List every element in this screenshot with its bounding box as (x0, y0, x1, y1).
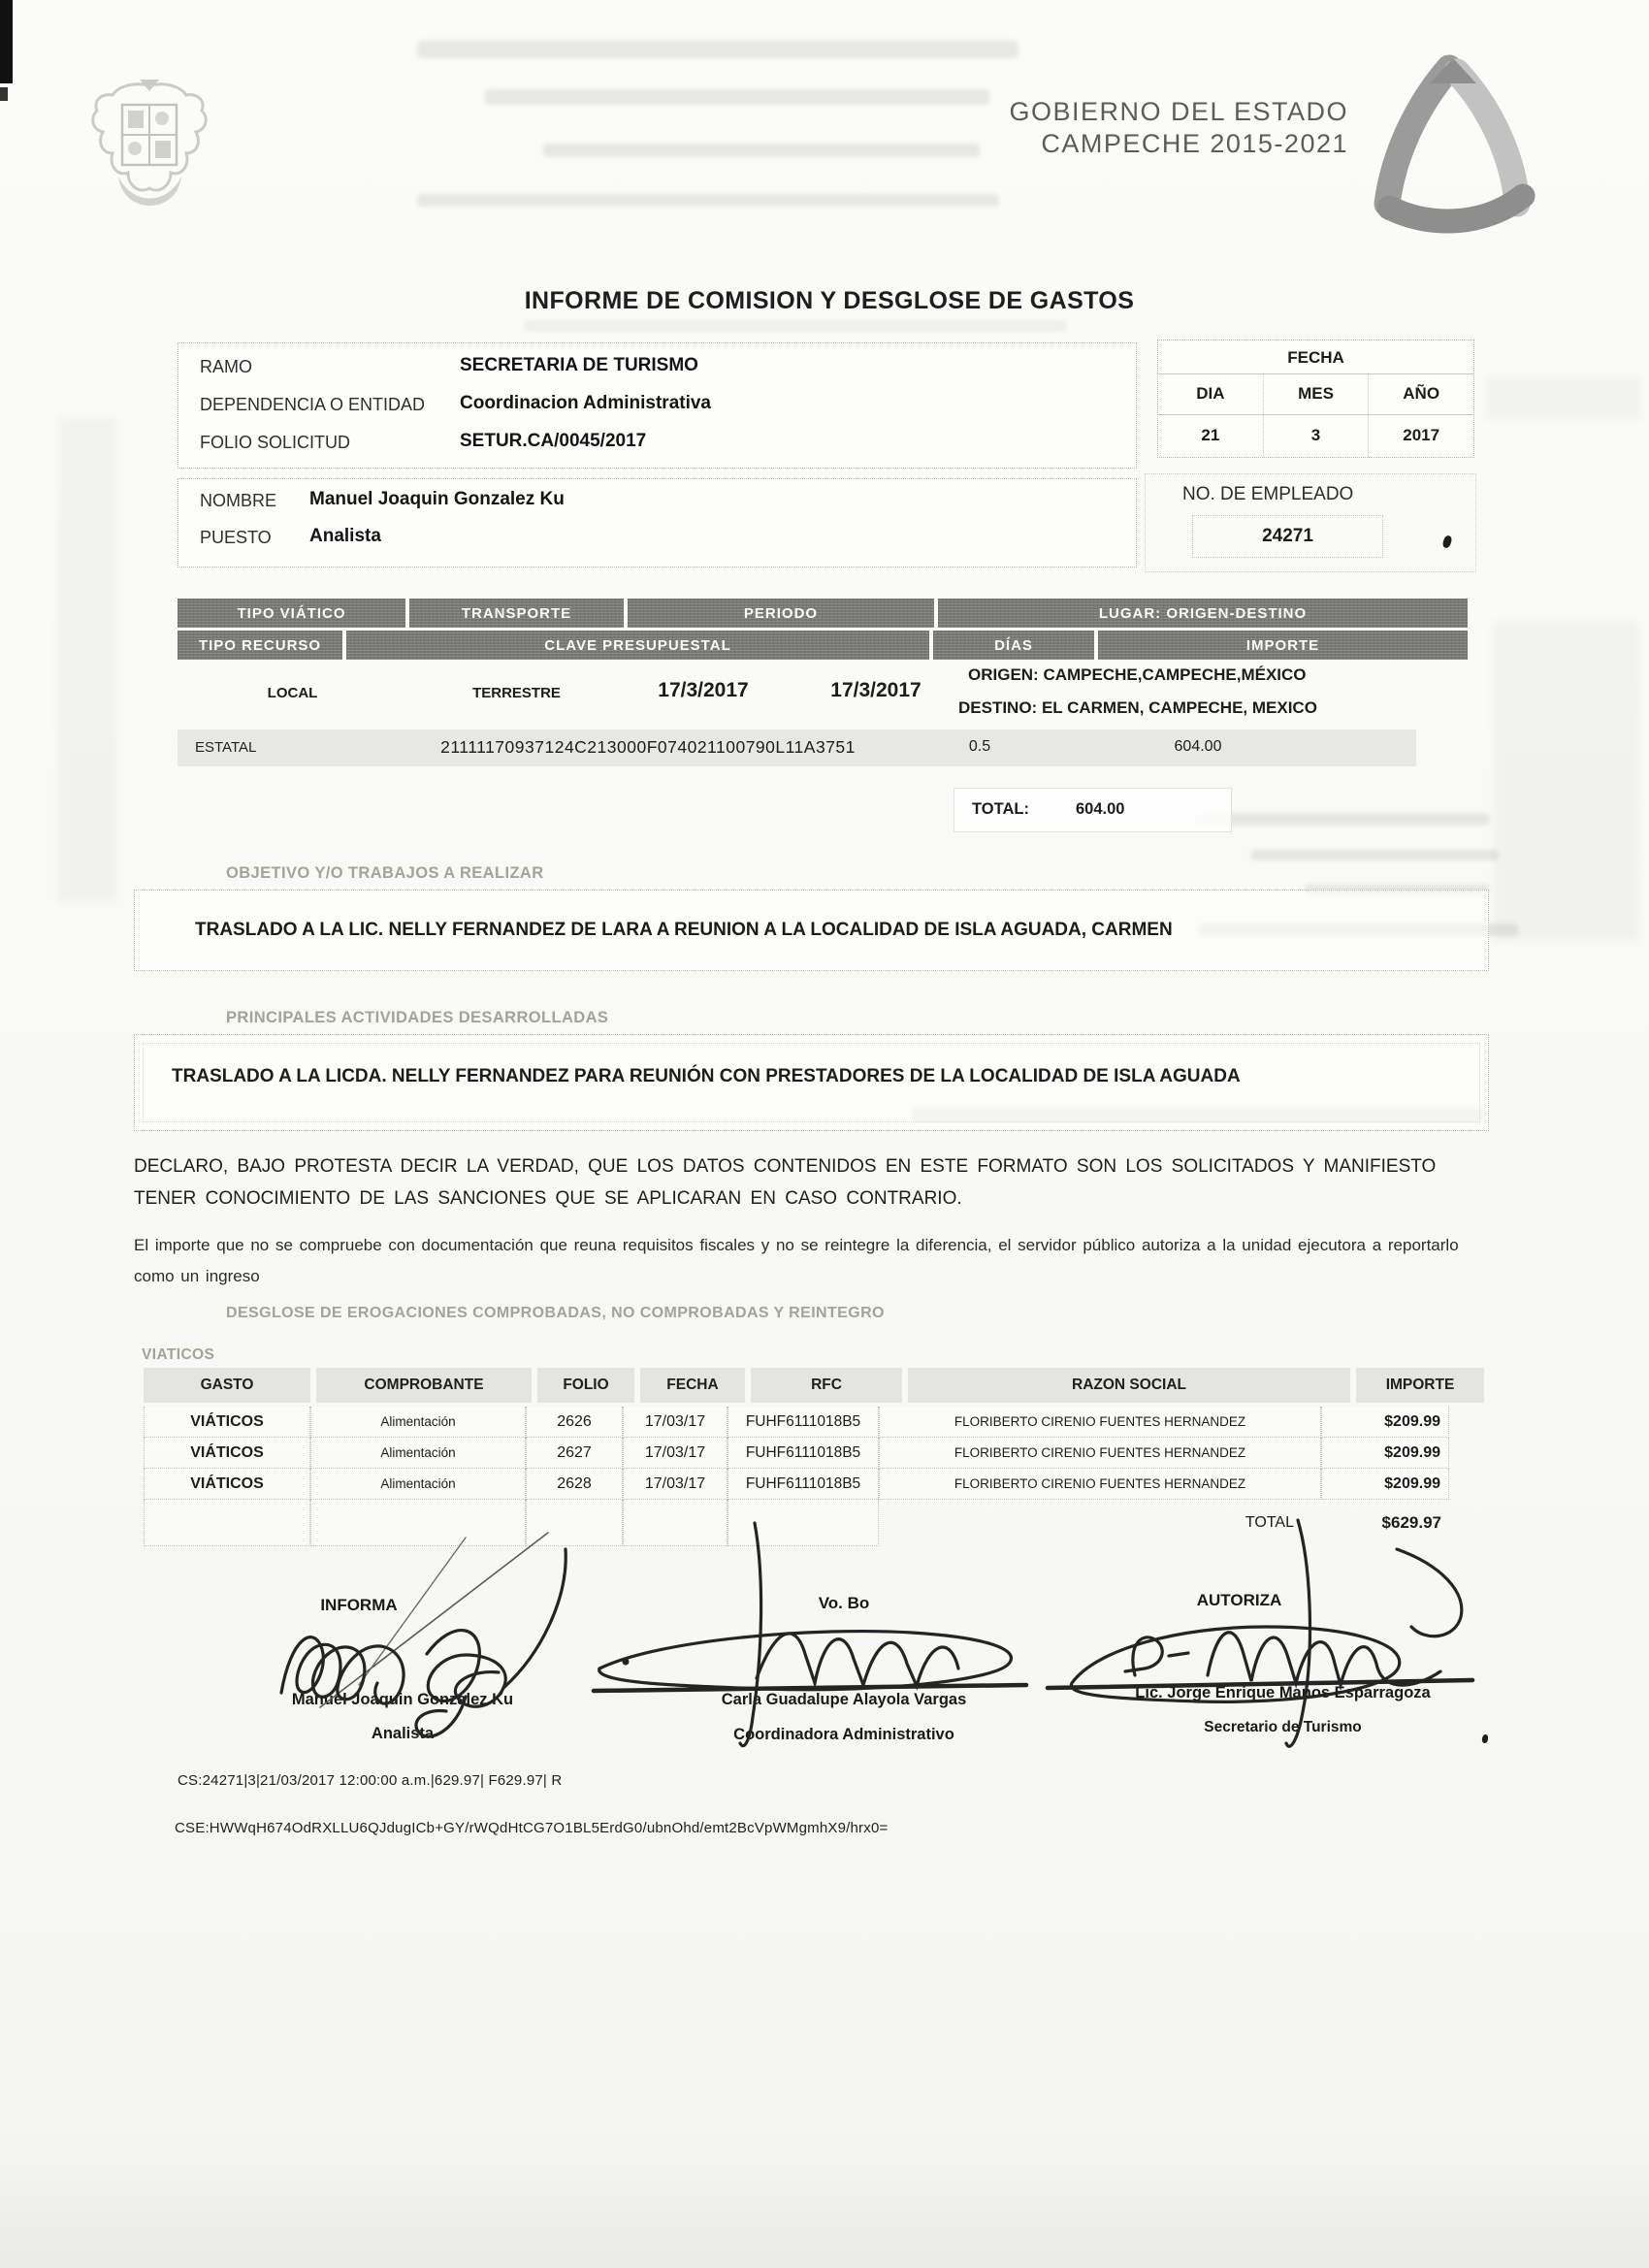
cell-fecha: 17/03/17 (623, 1438, 728, 1469)
mes-value: 3 (1264, 414, 1370, 457)
tipo-viatico-value: LOCAL (267, 685, 318, 701)
cell-rfc: FUHF6111018B5 (728, 1438, 879, 1469)
cell-folio: 2626 (526, 1407, 623, 1438)
informa-puesto: Analista (371, 1725, 435, 1742)
desglose-total-value: $629.97 (1381, 1513, 1441, 1532)
page-title: INFORME DE COMISION Y DESGLOSE DE GASTOS (524, 287, 1135, 314)
bleedthrough-smudge (417, 41, 1018, 58)
cell-importe: $209.99 (1321, 1469, 1449, 1500)
clave-value: 21111170937124C213000F074021100790L11A3751 (440, 737, 856, 757)
col-periodo: PERIODO (628, 599, 934, 628)
viaticos-header-row-2 (178, 631, 1468, 660)
fecha-headers (1158, 373, 1473, 414)
header-folio: FOLIO (537, 1368, 634, 1403)
cell-rfc: FUHF6111018B5 (728, 1407, 879, 1438)
campeche-header: CAMPECHE 2015-2021 (1041, 129, 1348, 158)
header-importe: IMPORTE (1356, 1368, 1484, 1403)
desglose-label: DESGLOSE DE EROGACIONES COMPROBADAS, NO COMPROBADAS Y REINTEGRO (226, 1305, 885, 1321)
dia-value: 21 (1158, 414, 1264, 457)
bleedthrough-patch (58, 417, 116, 902)
table-row (144, 1407, 1484, 1438)
ano-value: 2017 (1403, 426, 1440, 444)
cell-comprobante: Alimentación (310, 1438, 526, 1469)
ramo-value: SECRETARIA DE TURISMO (460, 355, 698, 375)
viaticos-header-row-1 (178, 599, 1468, 628)
destino-value: DESTINO: EL CARMEN, CAMPECHE, MEXICO (958, 698, 1317, 717)
mes-label: MES (1264, 373, 1370, 414)
periodo-inicio: 17/3/2017 (658, 679, 749, 701)
viaticos-total-box (954, 788, 1232, 832)
total-value: 604.00 (1076, 800, 1125, 818)
autoriza-label: AUTORIZA (1196, 1591, 1282, 1609)
table-row (144, 1438, 1484, 1469)
importe-value: 604.00 (1174, 738, 1222, 755)
empleado-box (1145, 473, 1476, 572)
folio-label: FOLIO SOLICITUD (200, 433, 351, 452)
cell-importe: $209.99 (1321, 1407, 1449, 1438)
nombre-label: NOMBRE (200, 491, 277, 510)
ramo-label: RAMO (200, 357, 252, 376)
autoriza-puesto: Secretario de Turismo (1204, 1719, 1362, 1735)
cell-gasto: VIÁTICOS (144, 1407, 310, 1438)
cell-rfc: FUHF6111018B5 (728, 1469, 879, 1500)
fecha-label: FECHA (1287, 348, 1344, 367)
transporte-value: TERRESTRE (472, 685, 561, 701)
bleedthrough-smudge (524, 320, 1067, 332)
col-clave: CLAVE PRESUPUESTAL (346, 631, 929, 660)
dependencia-value: Coordinacion Administrativa (460, 393, 711, 413)
cell-folio: 2627 (526, 1438, 623, 1469)
col-dias: DÍAS (933, 631, 1094, 660)
col-transporte: TRANSPORTE (409, 599, 624, 628)
empleado-value-box (1192, 515, 1383, 558)
viaticos-sublabel: VIATICOS (142, 1346, 215, 1363)
viaticos-row-local (178, 664, 1470, 726)
cell-razon: FLORIBERTO CIRENIO FUENTES HERNANDEZ (879, 1438, 1321, 1469)
cell-comprobante: Alimentación (310, 1469, 526, 1500)
periodo-fin: 17/3/2017 (830, 679, 922, 701)
col-lugar: LUGAR: ORIGEN-DESTINO (938, 599, 1468, 628)
fecha-table (1157, 340, 1474, 458)
cell-comprobante: Alimentación (310, 1407, 526, 1438)
declaracion-text: DECLARO, BAJO PROTESTA DECIR LA VERDAD, QUE LOS DATOS CONTENIDOS EN ESTE FORMATO SON LOS SOLICITADOS Y MANIFIESTO TENER CONOCIMIENTO DE LAS SANCIONES QUE SE APLICARAN EN CASO CONTRARIO. (134, 1156, 1437, 1210)
dependencia-label: DEPENDENCIA O ENTIDAD (200, 395, 426, 414)
signature-vobo-ink (594, 1523, 1026, 1746)
folio-value: SETUR.CA/0045/2017 (460, 431, 647, 451)
signature-informa-ink (281, 1533, 566, 1736)
cell-razon: FLORIBERTO CIRENIO FUENTES HERNANDEZ (879, 1469, 1321, 1500)
empleado-label: NO. DE EMPLEADO (1182, 484, 1354, 504)
cell-folio: 2628 (526, 1469, 623, 1500)
coat-of-arms (89, 80, 210, 230)
cell-razon: FLORIBERTO CIRENIO FUENTES HERNANDEZ (879, 1407, 1321, 1438)
cell-gasto: VIÁTICOS (144, 1469, 310, 1500)
dia-label: DIA (1158, 373, 1264, 414)
employee-box (178, 478, 1137, 567)
bleedthrough-patch (1494, 621, 1639, 941)
header-fecha: FECHA (640, 1368, 745, 1403)
autoriza-nombre: Lic. Jorge Enrique Manos Esparragoza (1135, 1684, 1431, 1701)
info-box (178, 342, 1137, 469)
informa-nombre: Manuel Joaquin Gonzalez Ku (291, 1691, 514, 1708)
desglose-total-label: TOTAL (1245, 1514, 1294, 1531)
puesto-value: Analista (309, 526, 381, 546)
fecha-values (1158, 414, 1473, 457)
state-logo-icon (1360, 50, 1544, 241)
vobo-nombre: Carla Guadalupe Alayola Vargas (721, 1691, 967, 1708)
footer-cse-code: CSE:HWWqH674OdRXLLU6QJdugICb+GY/rWQdHtCG7O1BL5ErdG0/ubnOhd/emt2BcVpWMgmhX9/hrx0= (175, 1820, 889, 1836)
objetivo-box (134, 890, 1489, 971)
bleedthrough-smudge (417, 194, 999, 207)
header-gasto: GASTO (144, 1368, 310, 1403)
actividades-label: PRINCIPALES ACTIVIDADES DESARROLLADAS (226, 1009, 609, 1026)
vobo-label: Vo. Bo (818, 1594, 870, 1612)
tipo-recurso-value: ESTATAL (195, 739, 257, 756)
dias-value: 0.5 (968, 738, 991, 755)
origen-value: ORIGEN: CAMPECHE,CAMPECHE,MÉXICO (968, 665, 1307, 684)
vobo-puesto: Coordinadora Administrativo (733, 1726, 954, 1743)
gobierno-header: GOBIERNO DEL ESTADO (1009, 97, 1348, 126)
informa-label: INFORMA (320, 1596, 398, 1614)
signatures-ink (136, 1508, 1513, 1770)
ano-label: AÑO (1403, 384, 1440, 403)
footer-cs-code: CS:24271|3|21/03/2017 12:00:00 a.m.|629.97| F629.97| R (178, 1772, 563, 1789)
signature-autoriza-ink (1048, 1520, 1472, 1746)
objetivo-label: OBJETIVO Y/O TRABAJOS A REALIZAR (226, 864, 544, 882)
bleedthrough-patch (1486, 376, 1641, 420)
viaticos-row-estatal (178, 729, 1416, 766)
col-tipo-recurso: TIPO RECURSO (178, 631, 342, 660)
scan-edge-artifact (0, 0, 13, 83)
cell-fecha: 17/03/17 (623, 1407, 728, 1438)
col-importe: IMPORTE (1098, 631, 1468, 660)
puesto-label: PUESTO (200, 528, 272, 547)
cell-fecha: 17/03/17 (623, 1469, 728, 1500)
header-rfc: RFC (751, 1368, 902, 1403)
cell-importe: $209.99 (1321, 1438, 1449, 1469)
cell-gasto: VIÁTICOS (144, 1438, 310, 1469)
scan-edge-artifact-small (0, 87, 8, 101)
nombre-value: Manuel Joaquin Gonzalez Ku (309, 489, 565, 509)
nota-text: El importe que no se compruebe con documentación que reuna requisitos fiscales y no se reintegre la diferencia, el servidor público autoriza a la unidad ejecutora a reportarlo como un ingreso (134, 1236, 1459, 1286)
bleedthrough-smudge (1251, 850, 1499, 860)
header-razon: RAZON SOCIAL (908, 1368, 1350, 1403)
table-row (144, 1469, 1484, 1500)
empleado-value: 24271 (1262, 526, 1313, 546)
bleedthrough-smudge (1198, 813, 1489, 826)
actividades-box (134, 1034, 1489, 1131)
actividades-text: TRASLADO A LA LICDA. NELLY FERNANDEZ PARA REUNIÓN CON PRESTADORES DE LA LOCALIDAD DE ISLA AGUADA (172, 1066, 1241, 1086)
objetivo-text: TRASLADO A LA LIC. NELLY FERNANDEZ DE LARA A REUNION A LA LOCALIDAD DE ISLA AGUADA, CARMEN (195, 920, 1173, 940)
col-tipo-viatico: TIPO VIÁTICO (178, 599, 405, 628)
desglose-header-row (144, 1368, 1484, 1403)
header-comprobante: COMPROBANTE (316, 1368, 532, 1403)
total-label: TOTAL: (972, 800, 1029, 818)
